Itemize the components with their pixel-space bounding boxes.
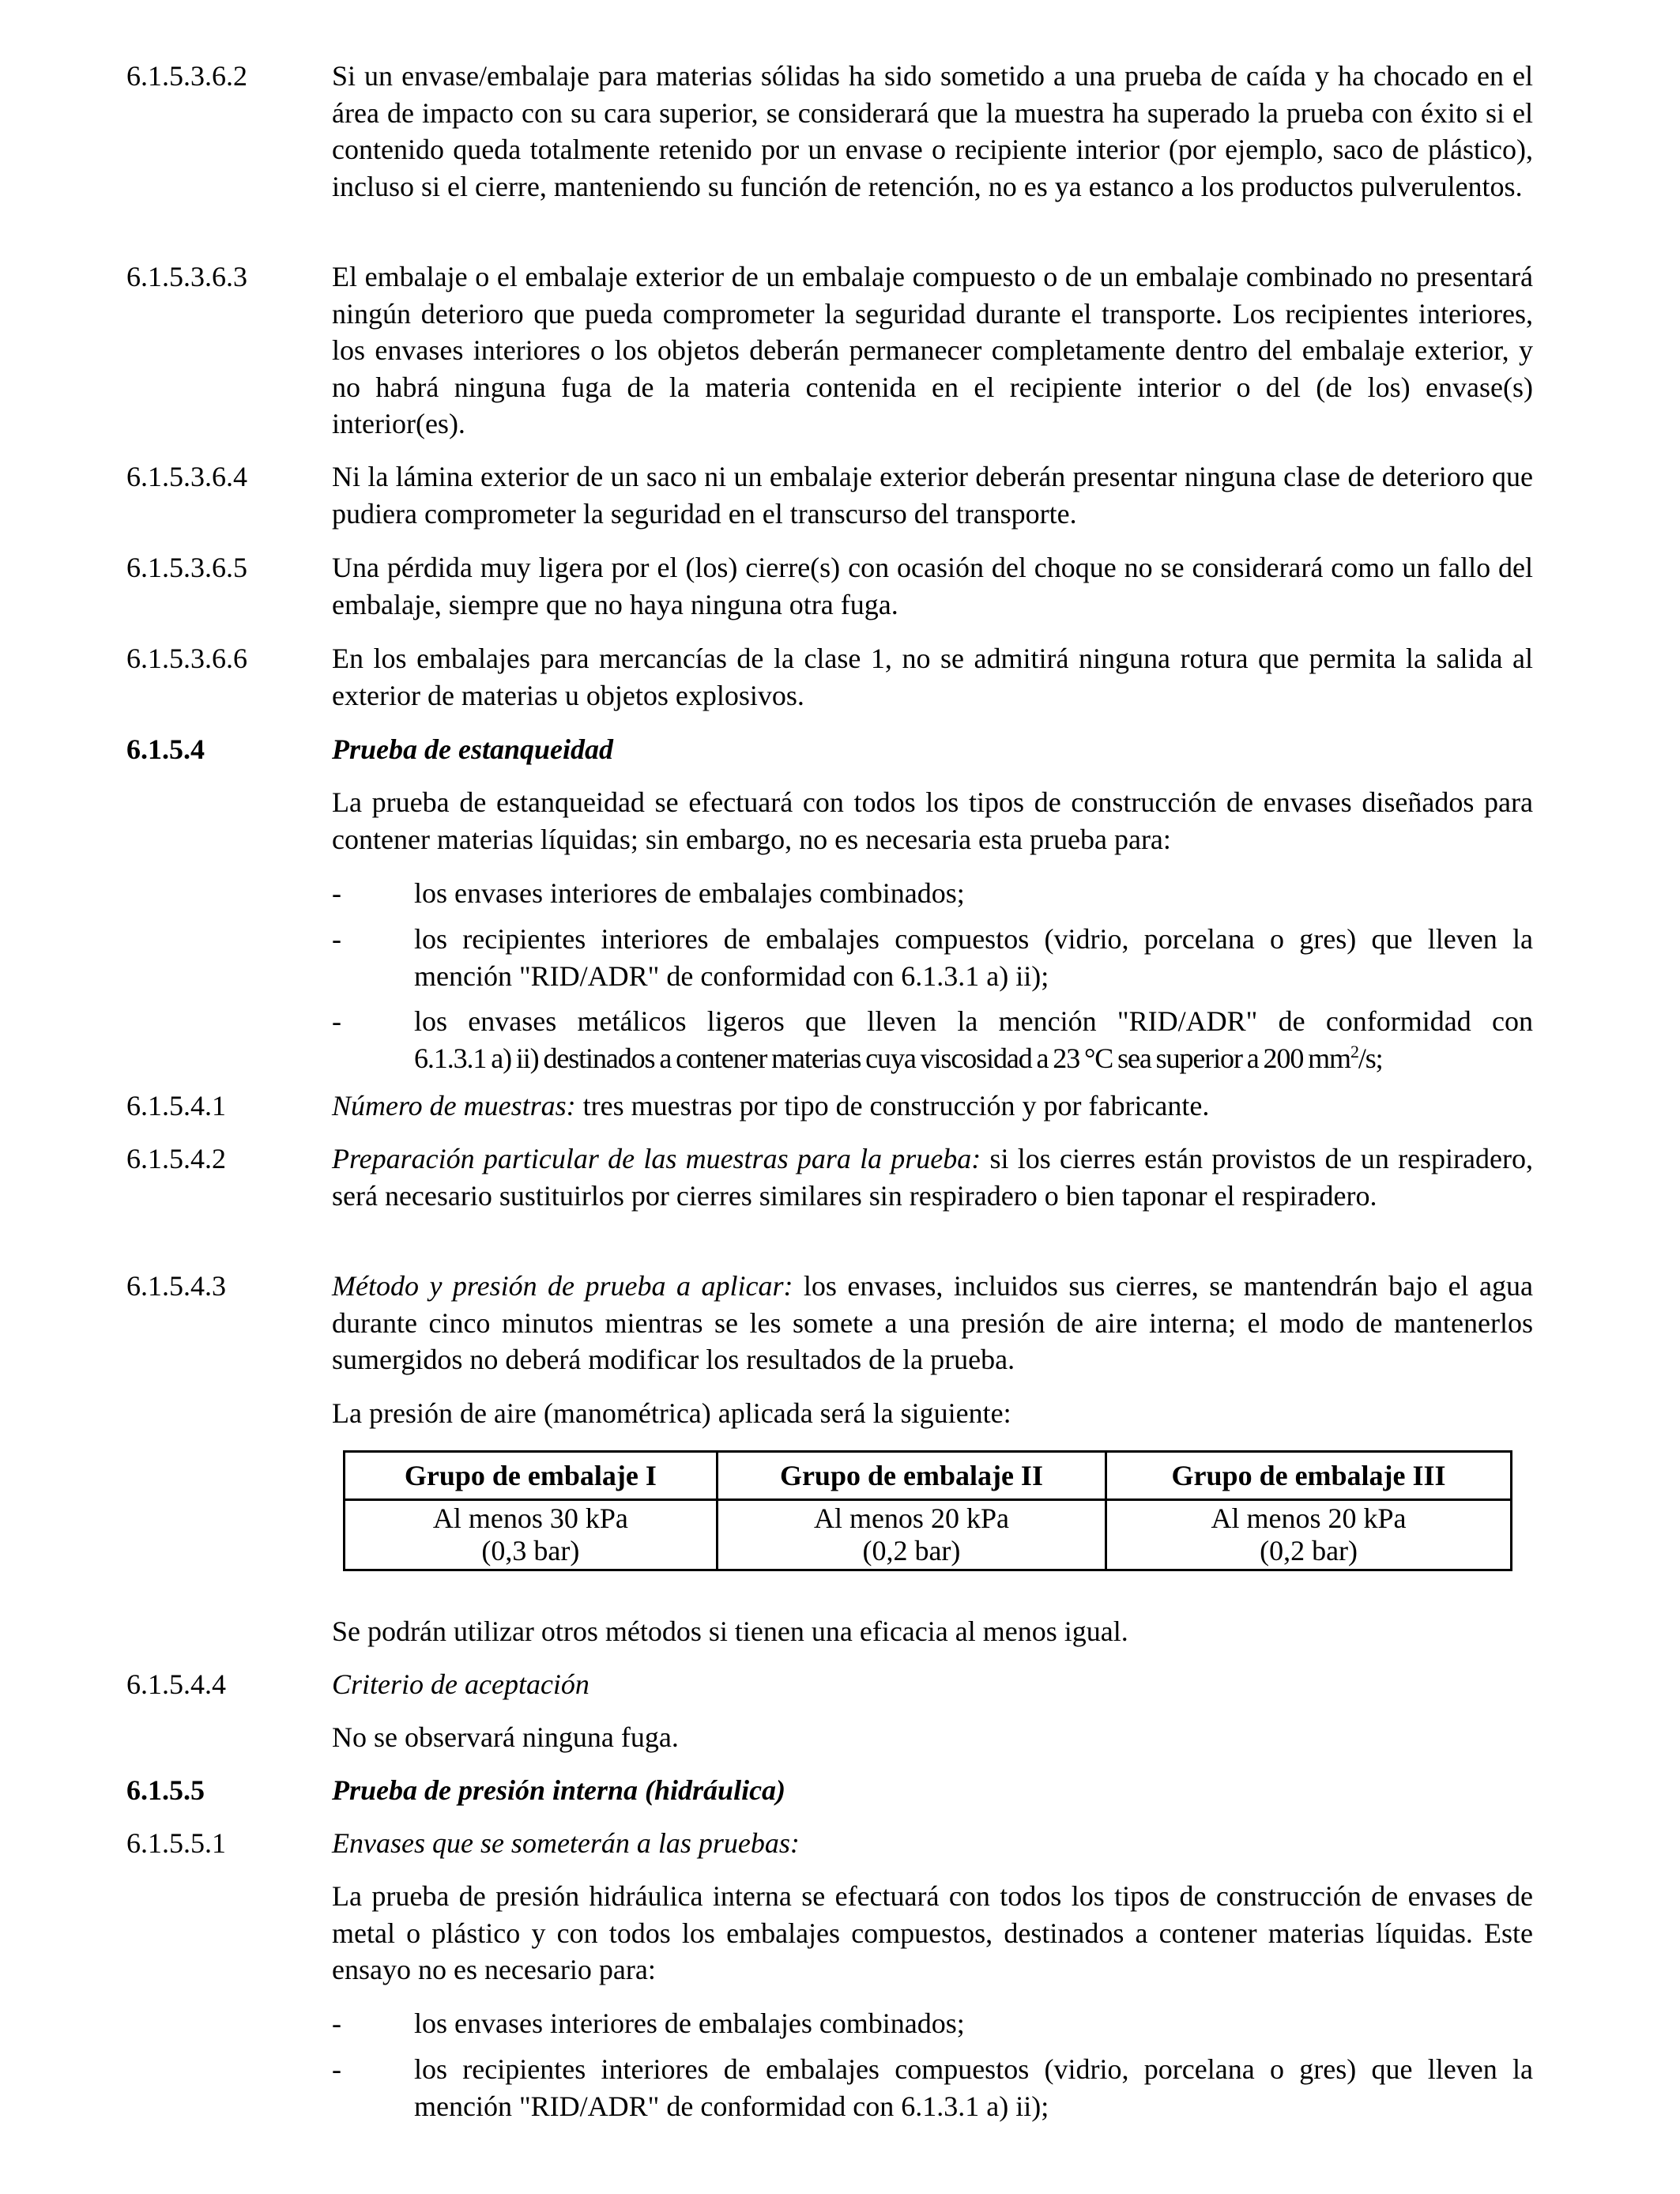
section-number: 6.1.5.3.6.3 (126, 261, 247, 292)
section-number: 6.1.5.4.3 (126, 1270, 226, 1302)
section-text (332, 1268, 1533, 1378)
table-header: Grupo de embalaje III (1106, 1452, 1512, 1500)
heading-title: Prueba de estanqueidad (332, 733, 613, 765)
list-dash: - (332, 1005, 341, 1037)
section-label: Preparación particular de las muestras para la prueba: (332, 1143, 981, 1174)
section-label: Envases que se someterán a las pruebas: (332, 1827, 800, 1859)
list-item-text: los recipientes interiores de embalajes compuestos (vidrio, porcelana o gres) que lleven la mención "RID/ADR" de conformidad con 6.1.3.1 a) ii); (414, 2053, 1533, 2122)
section-number: 6.1.5.3.6.2 (126, 60, 247, 92)
section-text: En los embalajes para mercancías de la clase 1, no se admitirá ninguna rotura que permita la salida al exterior de materias u objetos explosivos. (332, 643, 1533, 711)
section-text: Si un envase/embalaje para materias sólidas ha sido sometido a una prueba de caída y ha chocado en el área de impacto con su cara superior, se considerará que la muestra ha superado la prueba con éxito si el contenido queda totalmente retenido por un envase o recipiente interior (por ejemplo, saco de plástico), incluso si el cierre, manteniendo su función de retención, no es ya estanco a los productos pulverulentos. (332, 60, 1533, 202)
section-text (332, 1088, 1533, 1125)
cell-line: Al menos 20 kPa (1211, 1502, 1407, 1534)
section-number: 6.1.5.4.2 (126, 1143, 226, 1174)
section-body: si los cierres están provistos de un respiradero, será necesario sustituirlos por cierres similares sin respiradero o bien taponar el respiradero. (332, 1143, 1533, 1212)
paragraph-text: Se podrán utilizar otros métodos si tienen una eficacia al menos igual. (332, 1615, 1128, 1647)
section-number: 6.1.5.3.6.6 (126, 643, 247, 674)
list-dash: - (332, 2053, 341, 2085)
section-label: Método y presión de prueba a aplicar: (332, 1270, 793, 1302)
section-number: 6.1.5.3.6.4 (126, 461, 247, 492)
cell-line: (0,2 bar) (862, 1535, 961, 1566)
section-body: tres muestras por tipo de construcción y por fabricante. (575, 1090, 1210, 1122)
list-item-text: los envases interiores de embalajes combinados; (414, 877, 965, 909)
table-header: Grupo de embalaje I (345, 1452, 718, 1500)
table-cell (345, 1500, 718, 1570)
section-number: 6.1.5.4.1 (126, 1090, 226, 1122)
table-cell (717, 1500, 1106, 1570)
unit-suffix: /s; (1358, 1042, 1383, 1074)
section-label: Número de muestras: (332, 1090, 576, 1122)
section-number: 6.1.5.3.6.5 (126, 552, 247, 583)
list-dash: - (332, 2007, 341, 2039)
table-header: Grupo de embalaje II (717, 1452, 1106, 1500)
list-dash: - (332, 923, 341, 955)
list-item-text: los recipientes interiores de embalajes compuestos (vidrio, porcelana o gres) que lleven la mención "RID/ADR" de conformidad con 6.1.3.1 a) ii); (414, 923, 1533, 992)
pressure-table (343, 1450, 1512, 1571)
section-text: El embalaje o el embalaje exterior de un embalaje compuesto o de un embalaje combinado no presentará ningún deterioro que pueda comprometer la seguridad durante el transporte. Los recipientes interiores, los envases interiores o los objetos deberán permanecer completamente dentro del embalaje exterior, y no habrá ninguna fuga de la materia contenida en el recipiente interior o del (de los) envase(s) interior(es). (332, 261, 1533, 439)
cell-line: (0,2 bar) (1260, 1535, 1358, 1566)
list-dash: - (332, 877, 341, 909)
table-row (345, 1500, 1512, 1570)
section-number: 6.1.5.4.4 (126, 1668, 226, 1700)
paragraph-text: La prueba de presión hidráulica interna se efectuará con todos los tipos de construcción de envases de metal o plástico y con todos los embalajes compuestos, destinados a contener materias líquidas. Este ensayo no es necesario para: (332, 1880, 1533, 1985)
paragraph-text: La presión de aire (manométrica) aplicada será la siguiente: (332, 1397, 1011, 1429)
list-item-text: los envases interiores de embalajes combinados; (414, 2007, 965, 2039)
list-item-text (414, 1003, 1533, 1076)
section-number: 6.1.5.5.1 (126, 1827, 226, 1859)
cell-line: Al menos 20 kPa (813, 1502, 1009, 1534)
superscript: 2 (1350, 1041, 1358, 1061)
table-header-row (345, 1452, 1512, 1500)
section-text: Ni la lámina exterior de un saco ni un embalaje exterior deberán presentar ninguna clase de deterioro que pudiera comprometer la seguridad en el transcurso del transporte. (332, 461, 1533, 530)
cell-line: (0,3 bar) (481, 1535, 580, 1566)
section-body: los envases, incluidos sus cierres, se mantendrán bajo el agua durante cinco minutos mientras se les somete a una presión de aire interna; el modo de mantenerlos sumergidos no deberá modificar los resultados de la prueba. (332, 1270, 1533, 1375)
section-text (332, 1140, 1533, 1214)
paragraph-text: La prueba de estanqueidad se efectuará con todos los tipos de construcción de envases diseñados para contener materias líquidas; sin embargo, no es necesaria esta prueba para: (332, 786, 1533, 855)
table-cell (1106, 1500, 1512, 1570)
heading-number: 6.1.5.4 (126, 733, 205, 765)
list-item-line: los envases metálicos ligeros que lleven la mención "RID/ADR" de conformidad con (414, 1005, 1533, 1037)
cell-line: Al menos 30 kPa (432, 1502, 628, 1534)
section-label: Criterio de aceptación (332, 1668, 590, 1700)
heading-title: Prueba de presión interna (hidráulica) (332, 1774, 786, 1806)
paragraph-text: No se observará ninguna fuga. (332, 1721, 679, 1753)
viscosity-text: 6.1.3.1 a) ii) destinados a contener materias cuya viscosidad a 23 °C sea superior a 200 mm (414, 1042, 1350, 1074)
list-item-line (414, 1040, 1533, 1077)
section-text: Una pérdida muy ligera por el (los) cierre(s) con ocasión del choque no se considerará como un fallo del embalaje, siempre que no haya ninguna otra fuga. (332, 552, 1533, 620)
heading-number: 6.1.5.5 (126, 1774, 205, 1806)
